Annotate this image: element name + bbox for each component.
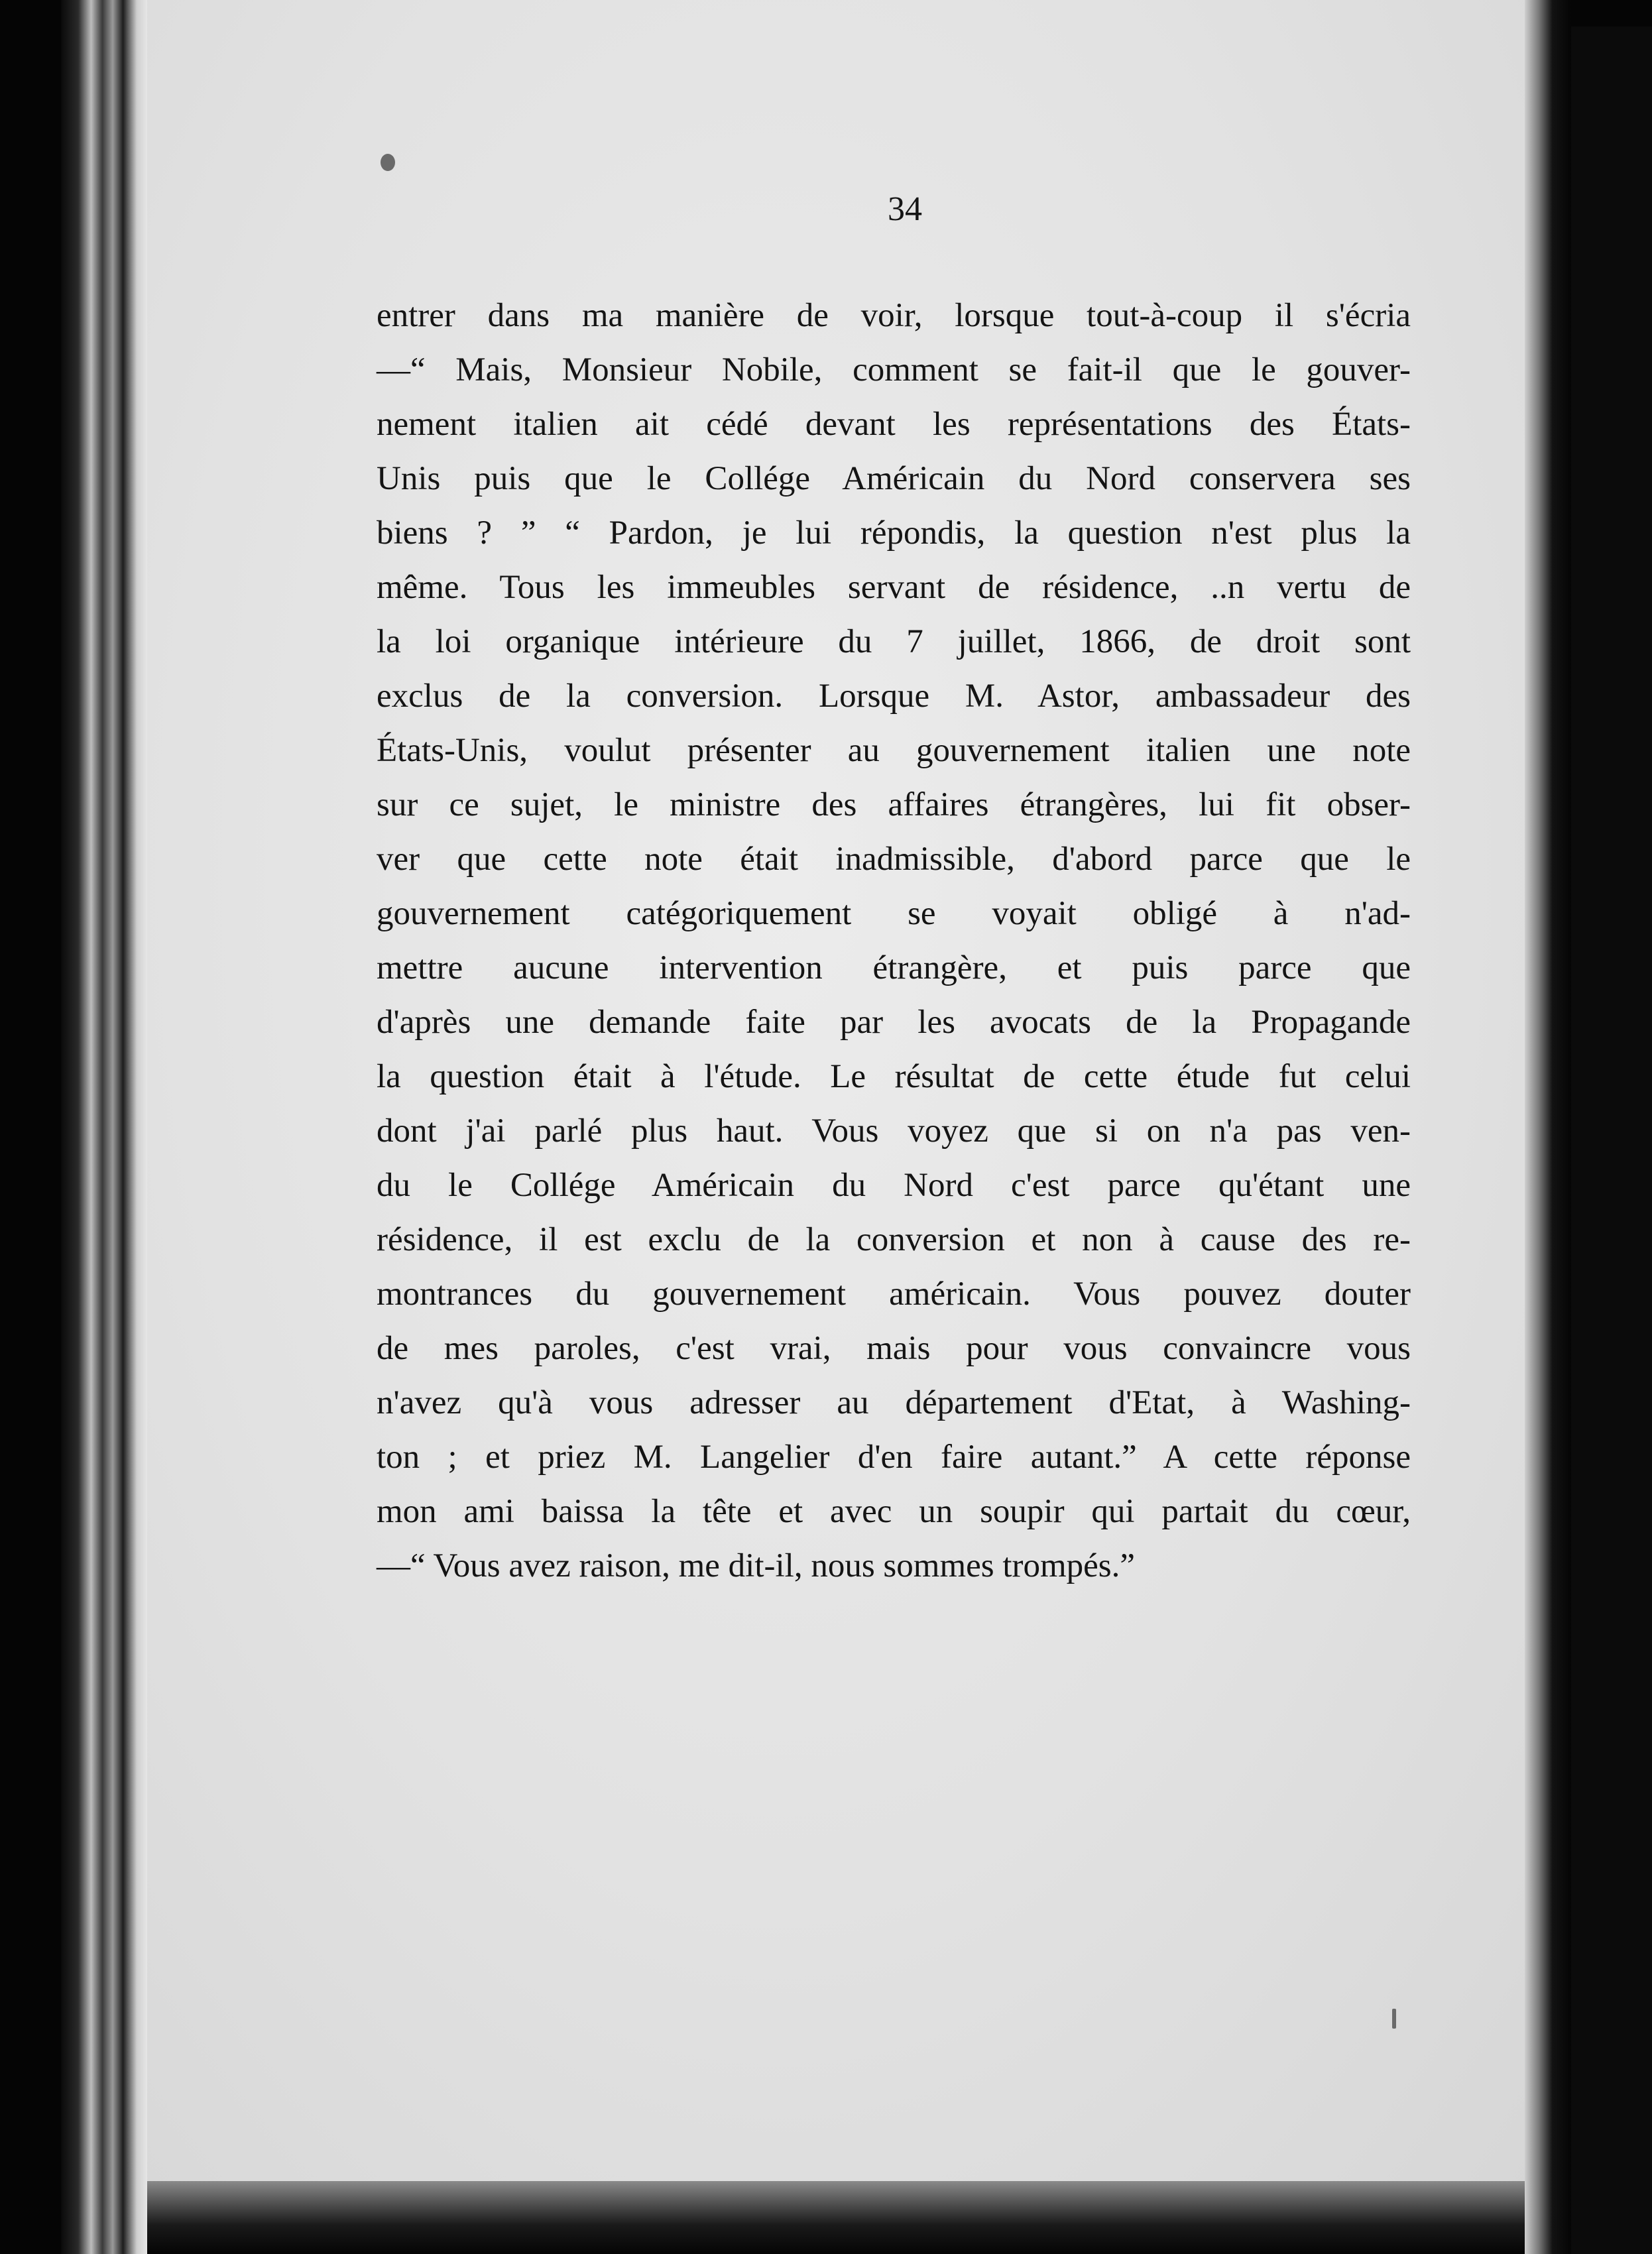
paper-speck [1392, 2009, 1396, 2029]
right-dark-strip [1571, 27, 1652, 2254]
text-line: la question était à l'étude. Le résultat de cette étude fut celui [377, 1058, 1411, 1095]
text-line: biens ? ” “ Pardon, je lui répondis, la question n'est plus la [377, 514, 1411, 552]
page-number: 34 [888, 190, 922, 228]
text-line: sur ce sujet, le ministre des affaires étrangères, lui fit obser- [377, 786, 1411, 823]
book-spine-edge [61, 0, 147, 2254]
paper-speck [381, 154, 395, 171]
text-line: même. Tous les immeubles servant de résidence, ..n vertu de [377, 569, 1411, 606]
text-line: du le Collége Américain du Nord c'est parce qu'étant une [377, 1167, 1411, 1204]
text-line: de mes paroles, c'est vrai, mais pour vous convaincre vous [377, 1330, 1411, 1367]
text-line: montrances du gouvernement américain. Vous pouvez douter [377, 1275, 1411, 1313]
text-line: la loi organique intérieure du 7 juillet, 1866, de droit sont [377, 623, 1411, 660]
text-line: nement italien ait cédé devant les représentations des États- [377, 406, 1411, 443]
body-text [377, 288, 1411, 1593]
text-line: ver que cette note était inadmissible, d'abord parce que le [377, 841, 1411, 878]
text-line: d'après une demande faite par les avocats de la Propagande [377, 1004, 1411, 1041]
page-right-edge [1525, 0, 1571, 2254]
text-line: États-Unis, voulut présenter au gouvernement italien une note [377, 732, 1411, 769]
text-line: —“ Vous avez raison, me dit-il, nous sommes trompés.” [377, 1547, 1136, 1584]
page-bottom-shadow [147, 2181, 1553, 2254]
text-line: dont j'ai parlé plus haut. Vous voyez que si on n'a pas ven- [377, 1112, 1411, 1150]
text-line: gouvernement catégoriquement se voyait obligé à n'ad- [377, 895, 1411, 932]
text-line: exclus de la conversion. Lorsque M. Astor, ambassadeur des [377, 678, 1411, 715]
text-line: mon ami baissa la tête et avec un soupir qui partait du cœur, [377, 1493, 1411, 1530]
text-line: entrer dans ma manière de voir, lorsque tout-à-coup il s'écria [377, 297, 1411, 334]
text-line: Unis puis que le Collége Américain du Nord conservera ses [377, 460, 1411, 497]
text-line: mettre aucune intervention étrangère, et puis parce que [377, 949, 1411, 986]
text-line: n'avez qu'à vous adresser au département d'Etat, à Washing- [377, 1384, 1411, 1421]
text-line: résidence, il est exclu de la conversion et non à cause des re- [377, 1221, 1411, 1258]
text-line: —“ Mais, Monsieur Nobile, comment se fait-il que le gouver- [377, 351, 1411, 388]
text-line: ton ; et priez M. Langelier d'en faire autant.” A cette réponse [377, 1439, 1411, 1476]
